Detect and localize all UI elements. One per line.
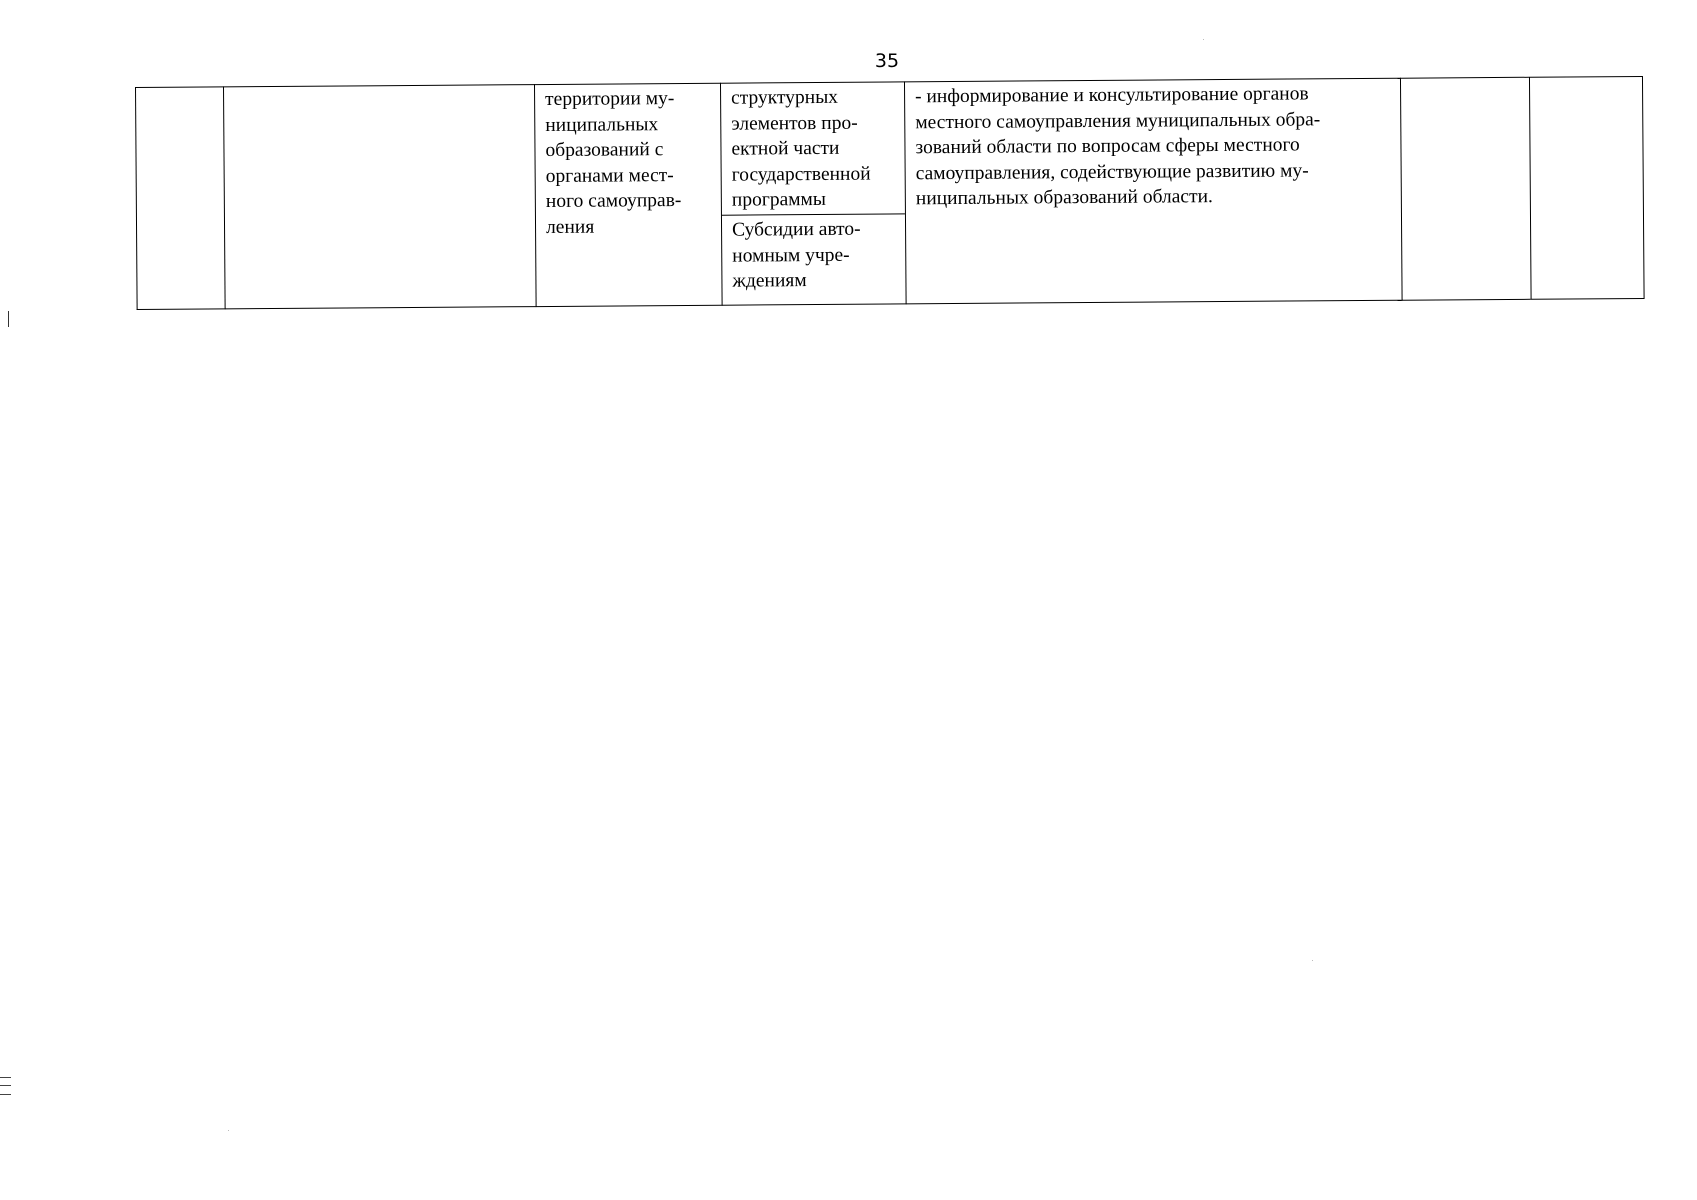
cell-text-col6: [1401, 78, 1529, 81]
scan-speck: [228, 1130, 229, 1131]
cell-text-col3: территории му- ниципальных образований с органами мест- ного самоуправ- ления: [545, 88, 682, 238]
scan-speck: [1203, 39, 1204, 40]
table-cell-col7: [1529, 76, 1645, 300]
scan-speck: [1312, 960, 1313, 961]
scan-mark: [0, 1077, 11, 1078]
cell-text-col4-top: структурных элементов про- ектной части государственной программы: [731, 86, 871, 211]
table-cell-col1: [135, 86, 225, 310]
cell-text-col1: [136, 87, 223, 90]
scan-mark: [0, 1085, 11, 1086]
cell-text-col5: - информирование и консультирование органов местного самоуправления муниципальных обра- зований области по вопросам сферы местного самоуправления, содействующие развитию му- ниципальных образований области.: [915, 83, 1321, 210]
table-cell-col2: [223, 84, 536, 309]
cell-text-col2: [224, 85, 534, 89]
cell-text-col4-bottom: Субсидии авто- номным учре- ждениям: [731, 218, 861, 292]
page-number: 35: [874, 50, 900, 72]
table-cell-col4: [720, 81, 906, 305]
table-cell-col5: [904, 78, 1402, 305]
document-table: [135, 76, 1645, 310]
scan-mark: [8, 311, 9, 327]
scan-mark: [0, 1094, 11, 1095]
table-cell-col6: [1400, 77, 1531, 301]
table-cell-col3: [534, 83, 722, 307]
cell-divider: [722, 213, 906, 294]
cell-text-col7: [1530, 77, 1642, 80]
